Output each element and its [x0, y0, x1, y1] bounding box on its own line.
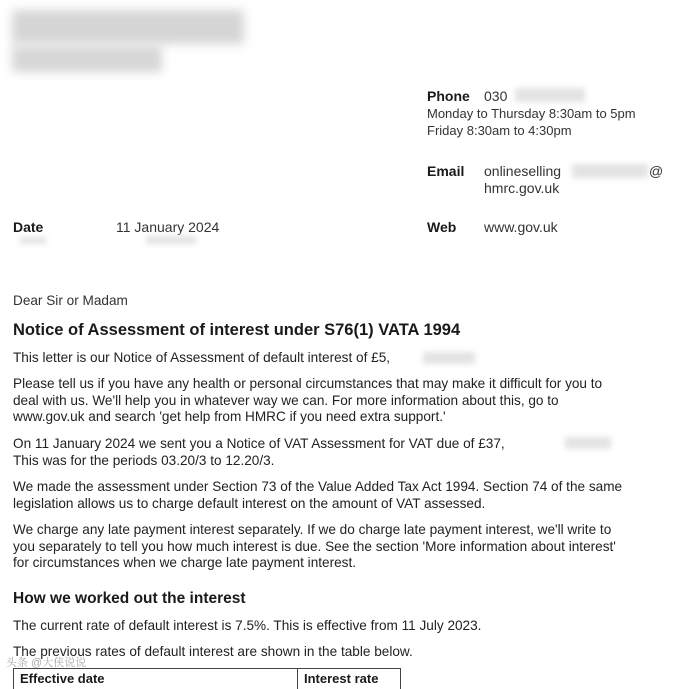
- redacted-letterhead: [12, 10, 244, 44]
- salutation: Dear Sir or Madam: [13, 293, 128, 308]
- redacted-interest-amount: [423, 352, 475, 364]
- paragraph-current-rate: The current rate of default interest is 7.5%. This is effective from 11 July 2023.: [13, 618, 482, 633]
- phone-label: Phone: [427, 88, 470, 104]
- letter-title: Notice of Assessment of interest under S76(1) VATA 1994: [13, 321, 461, 339]
- paragraph-legislation: We made the assessment under Section 73 of the Value Added Tax Act 1994. Section 74 of the same legislation allows us to charge default interest on the amount of VAT assessed.: [13, 479, 623, 511]
- redacted-phone-number: [515, 88, 585, 102]
- web-value: www.gov.uk: [484, 219, 558, 235]
- email-domain: hmrc.gov.uk: [484, 180, 560, 196]
- date-value: 11 January 2024: [116, 219, 220, 235]
- redacted-reference-right: [146, 236, 196, 244]
- phone-value: 030: [484, 88, 508, 104]
- web-label: Web: [427, 219, 457, 235]
- phone-hours-friday: Friday 8:30am to 4:30pm: [427, 123, 572, 138]
- email-value-start: onlineselling: [484, 163, 562, 179]
- section-heading: How we worked out the interest: [13, 590, 246, 607]
- paragraph-late-payment: We charge any late payment interest separately. If we do charge late payment interest, we'll write to you separately to tell you how much interest is due. See the section 'More information about interest' for circumstances when we charge late payment interest.: [13, 522, 616, 570]
- redacted-reference-left: [20, 237, 46, 244]
- watermark: 头条 @大侠说说: [6, 657, 87, 669]
- paragraph-vat-notice: On 11 January 2024 we sent you a Notice of VAT Assessment for VAT due of £37,: [13, 436, 505, 451]
- paragraph-assessment-amount: This letter is our Notice of Assessment of default interest of £5,: [13, 350, 391, 365]
- table-header-interest-rate: Interest rate: [304, 671, 379, 686]
- email-label: Email: [427, 163, 465, 179]
- redacted-email: [572, 164, 648, 178]
- email-value-end: @: [649, 163, 664, 179]
- redacted-vat-amount: [565, 437, 611, 449]
- date-label: Date: [13, 219, 44, 235]
- paragraph-extra-support: Please tell us if you have any health or personal circumstances that may make it difficult for you to deal with us. We'll help you in whatever way we can. For more information about this, go to www.gov.uk and search 'get help from HMRC if you need extra support.': [13, 376, 603, 424]
- table-header-effective-date: Effective date: [20, 671, 105, 686]
- phone-hours-weekday: Monday to Thursday 8:30am to 5pm: [427, 106, 636, 121]
- table-header-cell: [14, 669, 298, 689]
- paragraph-periods: This was for the periods 03.20/3 to 12.20/3.: [13, 453, 275, 468]
- rates-table: [13, 668, 401, 689]
- redacted-letterhead-line: [12, 46, 162, 72]
- paragraph-previous-rates: The previous rates of default interest are shown in the table below.: [13, 644, 413, 659]
